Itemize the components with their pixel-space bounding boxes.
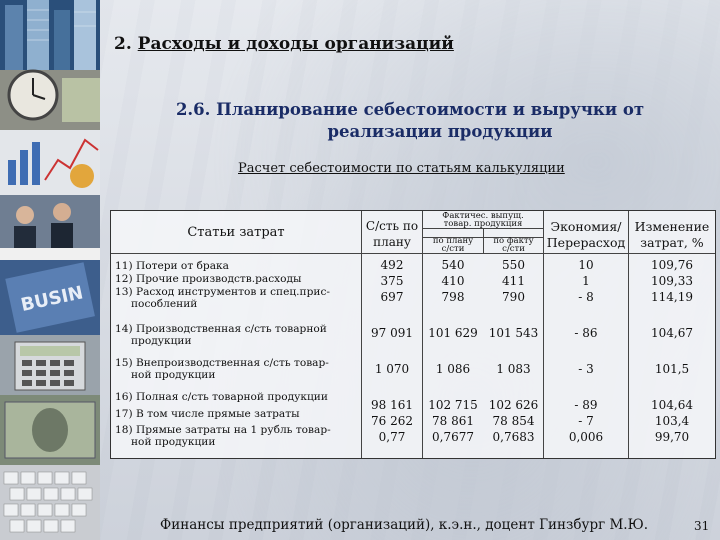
- cell-fact-by-fact: 101 543: [488, 325, 539, 340]
- cell-change: 104,67: [651, 325, 693, 340]
- table-row-label-cont: ной продукции: [131, 369, 216, 381]
- cell-plan: 375: [380, 274, 404, 289]
- col-change: [629, 259, 715, 444]
- header-economy-line: Экономия/: [550, 219, 622, 234]
- header-plan-line: плану: [373, 235, 411, 249]
- banknote-photo: [0, 395, 100, 465]
- cell-change: 109,33: [651, 274, 693, 289]
- cell-fact-by-fact: 411: [502, 274, 525, 289]
- footer-text: Финансы предприятий (организаций), к.э.н., доцент Гинзбург М.Ю.: [160, 517, 648, 533]
- col-fact-by-fact: [484, 259, 543, 444]
- header-fact-line: товар. продукция: [443, 218, 523, 229]
- col-fact-by-plan: [423, 259, 483, 444]
- col-economy: [544, 259, 628, 444]
- cell-change: 99,70: [654, 430, 690, 445]
- cell-plan: 697: [380, 290, 404, 305]
- header-fact-by-fact: [484, 237, 543, 254]
- table-row-label: 18) Прямые затраты на 1 рубль товар-: [115, 424, 331, 436]
- cell-fact-by-fact: 78 854: [492, 414, 535, 429]
- cell-economy: - 86: [574, 325, 598, 340]
- header-fact-by-plan: [423, 237, 483, 254]
- cell-change: 101,5: [654, 361, 690, 376]
- table-row-label: 16) Полная с/сть товарной продукции: [115, 391, 328, 403]
- cell-fact-by-plan: 798: [441, 290, 465, 305]
- table-row-label: 17) В том числе прямые затраты: [115, 408, 300, 420]
- cell-fact-by-plan: 0,7677: [432, 430, 474, 445]
- cost-table: [110, 210, 716, 459]
- col-plan: [362, 259, 422, 444]
- cell-change: 103,4: [654, 414, 690, 429]
- cell-fact-by-fact: 0,7683: [492, 430, 535, 445]
- svg-text:BUSIN: BUSIN: [18, 282, 86, 316]
- table-row-label: 15) Внепроизводственная с/сть товар-: [115, 357, 329, 369]
- cell-economy: - 8: [578, 290, 594, 305]
- subtitle-line-2: реализации продукции: [327, 122, 553, 141]
- cell-economy: - 89: [574, 398, 598, 413]
- cell-fact-by-plan: 410: [441, 274, 465, 289]
- header-change-line: Изменение: [634, 219, 710, 234]
- page-number: 31: [694, 519, 710, 533]
- business-book-photo: [0, 260, 100, 335]
- header-plan-line: С/сть по: [365, 219, 419, 233]
- header-economy: [544, 220, 628, 249]
- subtitle: [110, 99, 710, 143]
- cell-economy: 1: [582, 274, 590, 289]
- cell-change: 114,19: [651, 290, 693, 305]
- section-number: 2.: [114, 34, 132, 54]
- table-caption: Расчет себестоимости по статьям калькуляции: [238, 161, 565, 176]
- cell-plan: 1 070: [374, 361, 410, 376]
- cell-fact-by-plan: 78 861: [432, 414, 474, 429]
- calculator-photo: [0, 335, 100, 395]
- header-fact-by-fact-line: с/сти: [502, 243, 525, 254]
- section-title: [114, 34, 454, 54]
- header-economy-line: Перерасход: [546, 235, 626, 250]
- cell-fact-by-plan: 1 086: [435, 361, 471, 376]
- subtitle-line-1: 2.6. Планирование себестоимости и выручки от: [175, 100, 645, 119]
- clock-photo: [0, 70, 100, 130]
- header-fact-by-plan-line: с/сти: [441, 243, 465, 254]
- cell-plan: 0,77: [378, 430, 406, 445]
- cell-economy: 10: [578, 258, 594, 272]
- cell-plan: 97 091: [371, 325, 413, 340]
- header-change: [629, 220, 715, 249]
- cell-fact-by-fact: 550: [502, 258, 525, 272]
- cell-change: 109,76: [651, 258, 693, 272]
- table-divider: [111, 253, 715, 254]
- table-row-label-cont: ной продукции: [131, 436, 216, 448]
- photo-collage: [0, 0, 100, 540]
- cell-fact-by-plan: 101 629: [428, 325, 478, 340]
- header-fact-line: Фактичес. выпущ.: [442, 211, 524, 221]
- cell-plan: 98 161: [371, 398, 413, 413]
- keyboard-photo: [0, 465, 100, 540]
- cell-plan: 492: [380, 258, 404, 272]
- cell-economy: - 7: [578, 414, 594, 429]
- charts-photo: [0, 130, 100, 195]
- cell-change: 104,64: [651, 398, 693, 413]
- cell-fact-by-plan: 540: [441, 258, 465, 272]
- table-row-label: 14) Производственная с/сть товарной: [115, 323, 327, 335]
- header-fact-by-fact-line: по факту: [493, 236, 534, 246]
- cell-fact-by-plan: 102 715: [428, 398, 478, 413]
- cell-plan: 76 262: [371, 414, 413, 429]
- header-fact-group: [423, 212, 543, 229]
- table-row-label-cont: пособлений: [131, 298, 198, 310]
- cell-fact-by-fact: 790: [502, 290, 525, 305]
- header-plan: [362, 220, 422, 249]
- skyscrapers-photo: [0, 0, 100, 70]
- header-items: Статьи затрат: [187, 225, 285, 240]
- table-row-label: 11) Потери от брака: [115, 260, 229, 272]
- header-fact-by-plan-line: по плану: [432, 236, 474, 246]
- collage-graphic: [0, 0, 100, 540]
- table-row-label: 13) Расход инструментов и спец.прис-: [115, 286, 330, 298]
- cell-economy: 0,006: [568, 430, 604, 445]
- header-change-line: затрат, %: [640, 235, 704, 250]
- table-row-label-cont: продукции: [131, 335, 192, 347]
- section-title-text: Расходы и доходы организаций: [137, 34, 454, 54]
- cell-fact-by-fact: 102 626: [488, 398, 539, 413]
- business-meeting-photo: [0, 195, 100, 260]
- cell-economy: - 3: [578, 361, 594, 376]
- table-row-label: 12) Прочие производств.расходы: [115, 273, 302, 285]
- cell-fact-by-fact: 1 083: [496, 361, 531, 376]
